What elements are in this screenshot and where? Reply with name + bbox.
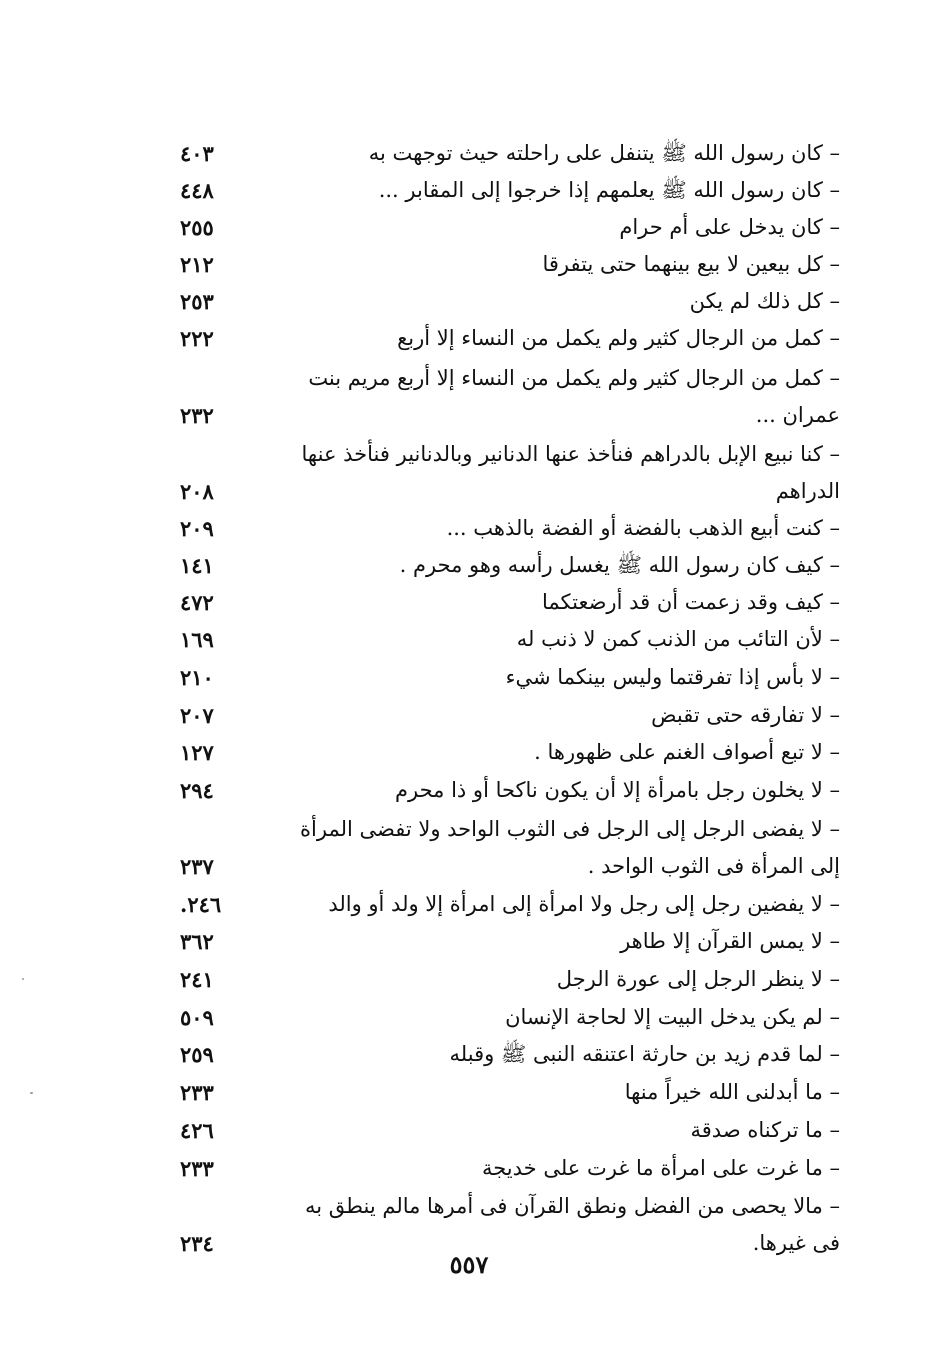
entry-text: – ما أبدلنى الله خيراً منها: [624, 1080, 840, 1104]
entry-text: – كان يدخل على أم حرام: [619, 215, 840, 239]
entry-page-number: ٢٠٨: [180, 479, 214, 504]
entry-page-number: ٢٠٧: [180, 703, 214, 728]
entry-text: – كل بيعين لا بيع بينهما حتى يتفرقا: [542, 252, 840, 276]
index-entry: [180, 436, 840, 510]
entry-text: – كيف كان رسول الله ﷺ يغسل رأسه وهو محرم .: [399, 553, 840, 577]
scan-speck: [22, 978, 24, 980]
entry-page-number: ٢٥٣: [180, 289, 214, 314]
index-entry: [180, 772, 840, 809]
scan-speck: [30, 1092, 33, 1094]
entry-page-number: ٢٣٣: [180, 1080, 214, 1105]
entry-text: – كمل من الرجال كثير ولم يكمل من النساء إلا أربع: [397, 326, 840, 350]
entry-page-number: ٢٩٤: [180, 778, 214, 803]
entry-page-number: ١٢٧: [180, 740, 214, 765]
entry-page-number: ٢٥٥: [180, 215, 214, 240]
entry-page-number: ٤٧٢: [180, 590, 214, 615]
index-entry: [180, 621, 840, 658]
entry-page-number: ٥٠٩: [180, 1005, 214, 1030]
entry-text: – لما قدم زيد بن حارثة اعتنقه النبى ﷺ وقبله: [449, 1042, 840, 1066]
entry-text: – لا بأس إذا تفرقتما وليس بينكما شيء: [505, 665, 840, 689]
index-entry: [180, 510, 840, 547]
entry-text: – كان رسول الله ﷺ يعلمهم إذا خرجوا إلى المقابر ...: [378, 178, 840, 202]
entry-page-number: ٤٠٣: [180, 141, 214, 166]
entry-text: – لا تبع أصواف الغنم على ظهورها .: [534, 740, 840, 764]
entry-text: – لا تفارقه حتى تقبض: [651, 703, 840, 727]
index-entry: [180, 209, 840, 246]
index-entry: [180, 923, 840, 960]
index-entry: [180, 283, 840, 320]
index-entry: [180, 961, 840, 998]
index-entry: [180, 697, 840, 734]
entry-text: – كيف وقد زعمت أن قد أرضعتكما: [542, 590, 840, 614]
entry-page-number: ٢٥٩: [180, 1042, 214, 1067]
entry-text: – كنا نبيع الإبل بالدراهم فنأخذ عنها الدنانير وبالدنانير فنأخذ عنها الدراهم: [301, 442, 840, 503]
index-entry: [180, 1036, 840, 1073]
index-entry: [180, 172, 840, 209]
entry-text: – لا يفضى الرجل إلى الرجل فى الثوب الواحد ولا تفضى المرأة إلى المرأة فى الثوب الواحد .: [300, 817, 840, 878]
entry-page-number: ١٦٩: [180, 627, 214, 652]
entry-text: – كان رسول الله ﷺ يتنفل على راحلته حيث توجهت به: [368, 141, 840, 165]
entry-page-number: ١٤١: [180, 553, 214, 578]
entry-page-number: ٢٤١: [180, 967, 214, 992]
entry-text: – كنت أبيع الذهب بالفضة أو الفضة بالذهب ...: [446, 516, 840, 540]
index-entry: [180, 246, 840, 283]
index-entry: [180, 1074, 840, 1111]
entry-text: – لأن التائب من الذنب كمن لا ذنب له: [516, 627, 840, 651]
index-entry: [180, 999, 840, 1036]
index-entry: [180, 734, 840, 771]
entry-text: – ما تركناه صدقة: [690, 1118, 840, 1142]
index-entry: [180, 811, 840, 885]
entry-text: – مالا يحصى من الفضل ونطق القرآن فى أمرها مالم ينطق به فى غيرها.: [304, 1194, 840, 1255]
entry-page-number: ٢٣٤: [180, 1231, 214, 1256]
entry-page-number: ٢١٢: [180, 252, 214, 277]
index-entry: [180, 886, 840, 923]
entry-page-number: ٢٣٧: [180, 854, 214, 879]
entry-text: – كمل من الرجال كثير ولم يكمل من النساء إلا أربع مريم بنت عمران ...: [308, 366, 840, 427]
entry-text: – ما غرت على امرأة ما غرت على خديجة: [481, 1156, 840, 1180]
entry-text: – لا يخلون رجل بامرأة إلا أن يكون ناكحا أو ذا محرم: [395, 778, 840, 802]
entry-text: – كل ذلك لم يكن: [689, 289, 840, 313]
index-entry: [180, 659, 840, 696]
index-entry: [180, 584, 840, 621]
entry-text: – لم يكن يدخل البيت إلا لحاجة الإنسان: [505, 1005, 840, 1029]
entry-page-number: ٤٤٨: [180, 178, 214, 203]
entry-page-number: ٢٣٢: [180, 403, 214, 428]
index-entry: [180, 547, 840, 584]
index-entry: [180, 1150, 840, 1187]
page-number: ٥٥٧: [449, 1250, 489, 1279]
entry-text: – لا ينظر الرجل إلى عورة الرجل: [556, 967, 840, 991]
entry-text: – لا يمس القرآن إلا طاهر: [620, 929, 840, 953]
entry-page-number: ٤٢٦: [180, 1118, 214, 1143]
entry-text: – لا يفضين رجل إلى رجل ولا امرأة إلى امرأة إلا ولد أو والد: [328, 892, 840, 916]
entry-page-number: ٢٣٣: [180, 1156, 214, 1181]
index-entry: [180, 360, 840, 434]
entry-page-number: ٢٠٩: [180, 516, 214, 541]
entry-page-number: ٢٢٢: [180, 326, 214, 351]
index-entry: [180, 320, 840, 357]
index-entry: [180, 135, 840, 172]
index-entry: [180, 1112, 840, 1149]
entry-page-number: ٣٦٢: [180, 929, 214, 954]
entry-page-number: ٢١٠: [180, 665, 214, 690]
entry-page-number: ٢٤٦.: [180, 892, 222, 917]
